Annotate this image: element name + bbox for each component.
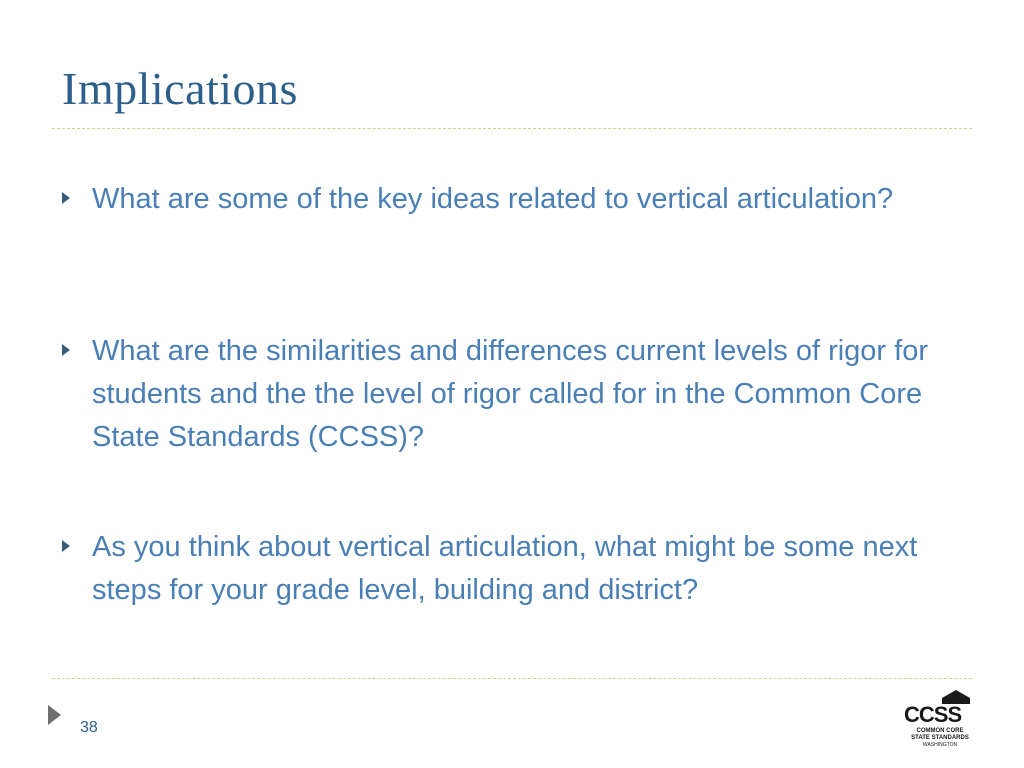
bullet-arrow-icon [62, 192, 70, 204]
bullet-text: What are some of the key ideas related to vertical articulation? [92, 183, 894, 215]
page-number: 38 [80, 719, 98, 736]
bullet-arrow-icon [62, 344, 70, 356]
title-divider [52, 128, 972, 129]
bullet-arrow-icon [62, 540, 70, 552]
logo-line2: STATE STANDARDS [911, 735, 969, 741]
footer-divider [52, 678, 972, 679]
footer-arrow-icon [48, 705, 61, 725]
bullet-text: As you think about vertical articulation, what might be some next steps for your grade level, building and district? [92, 531, 918, 606]
logo-line3: WASHINGTON [922, 742, 958, 748]
graduation-cap-icon [942, 690, 970, 698]
logo-mark: CCSS [904, 702, 962, 727]
ccss-logo [896, 690, 982, 750]
logo-line1: COMMON CORE [916, 728, 964, 734]
slide-title: Implications [62, 63, 298, 114]
bullet-text: What are the similarities and differences current levels of rigor for students and the the level of rigor called for in the Common Core State Standards (CCSS)? [92, 335, 928, 453]
